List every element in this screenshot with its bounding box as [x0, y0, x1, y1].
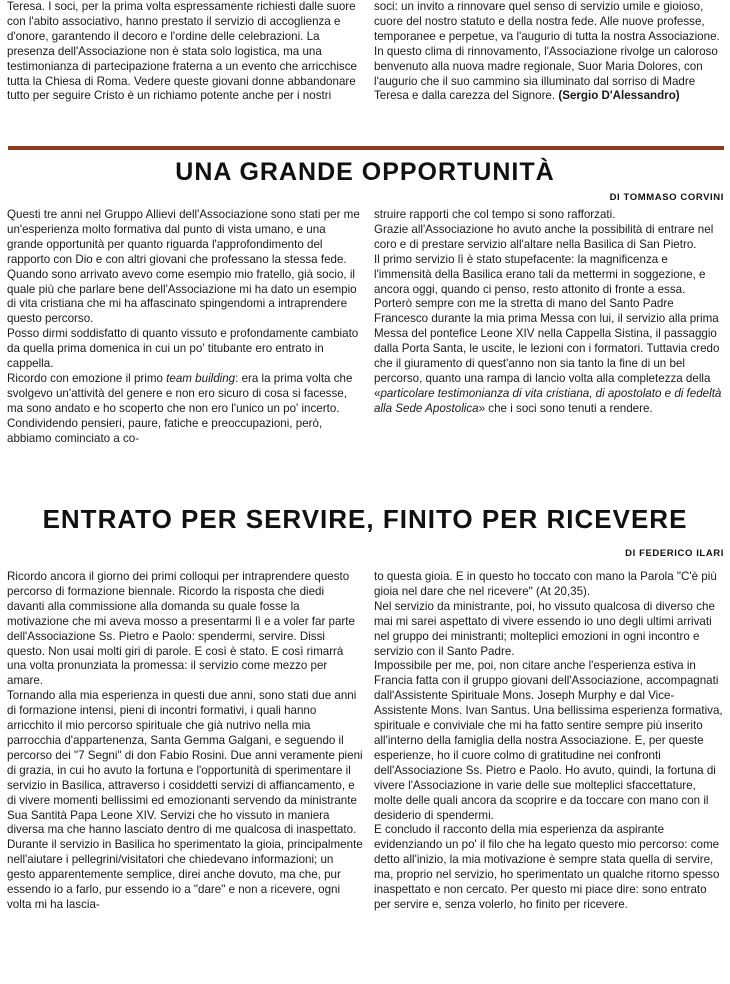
paragraph: E concludo il racconto della mia esperienza da aspirante evidenziando un po' il filo che ha legato questo mio percorso: come detto all'inizio, la mia motivazione è sempre stata quella di servire, ma, proprio nel servizio, ho sperimentato un qualche ritorno spesso inaspettato e non cercato. Per questo mi piace dire: sono entrato per servire e, senza volerlo, ho finito per ricevere.: [374, 823, 720, 911]
paragraph: Nel servizio da ministrante, poi, ho vissuto qualcosa di diverso che mai mi sarei aspettato di vivere essendo io uno degli ultimi arrivati nel gruppo dei ministranti; molteplici emozioni in ogni incontro e servizio con il Santo Padre.: [374, 599, 715, 658]
paragraph: Grazie all'Associazione ho avuto anche la possibilità di entrare nel coro e di prestare servizio all'altare nella Basilica di San Pietro.: [374, 222, 714, 251]
top-right-paragraph: [374, 0, 724, 104]
paragraph: Questi tre anni nel Gruppo Allievi dell'Associazione sono stati per me un'esperienza molto formativa dal punto di vista umano, e una grande opportunità per quanto riguarda l'approfondimento del rapporto con Dio e con altri giovani che professano la stessa fede.: [7, 208, 360, 266]
top-right-column: [374, 0, 724, 104]
article-2-left-column: [7, 570, 363, 913]
paragraph: struire rapporti che col tempo si sono rafforzati.: [374, 208, 616, 221]
article-1-right-column: [374, 208, 724, 417]
italic-run: team building: [166, 371, 236, 385]
top-left-paragraph: Teresa. I soci, per la prima volta espressamente richiesti dalle suore con l'abito associativo, hanno prestato il servizio di accoglienza e d'onore, garantendo il decoro e l'ordine delle celebrazioni. La presenza dell'Associazione non è stata solo logistica, ma una testimonianza di partecipazione fraterna a un evento che arricchisce tutta la Chiesa di Roma. Vedere queste giovani donne abbandonare tutto per seguire Cristo è un richiamo potente anche per i nostri: [7, 0, 357, 103]
article-2-right-column: [374, 570, 724, 913]
paragraph: [374, 297, 724, 416]
article-2-title: ENTRATO PER SERVIRE, FINITO PER RICEVERE: [42, 504, 688, 534]
text-run: Ricordo con emozione il primo: [7, 371, 167, 385]
paragraph: Ricordo ancora il giorno dei primi colloqui per intraprendere questo percorso di formazione biennale. Ricordo la risposta che diedi davanti alla commissione alla domanda su quale fosse la motivazione che mi aveva mosso a presentarmi lì e a voler far parte dell'Associazione Ss. Pietro e Paolo: spendermi, servire. Dissi questo. Non usai molti giri di parole. E così è stato. E così rimarrà una volta pronunziata la promessa: il servizio come mezzo per amare.: [7, 570, 355, 688]
section-divider: [8, 146, 724, 150]
top-right-text: soci: un invito a rinnovare quel senso di servizio umile e gioioso, cuore del nostro statuto e della nostra fede. Alle nuove professe, temporanee e perpetue, va l'augurio di tutta la nostra Associazione. In questo clima di rinnovamento, l'Associazione rivolge un caloroso benvenuto alla nuova madre regionale, Suor Maria Dolores, con l'augurio che il suo cammino sia illuminato dal sorriso di Madre Teresa e dalla carezza del Signore.: [374, 0, 720, 103]
paragraph: to questa gioia. E in questo ho toccato con mano la Parola "C'è più gioia nel dare che nel ricevere" (At 20,35).: [374, 570, 717, 598]
article-1-byline: DI TOMMASO CORVINI: [609, 192, 724, 203]
signature: (Sergio D'Alessandro): [558, 89, 680, 103]
paragraph: Il primo servizio lì è stato stupefacente: la magnificenza e l'immensità della Basilica erano tali da mettermi in soggezione, e ancora oggi, quando ci penso, resto attonito di fronte a essa.: [374, 252, 706, 296]
article-1-title: UNA GRANDE OPPORTUNITÀ: [175, 158, 555, 186]
paragraph: Posso dirmi soddisfatto di quanto vissuto e profondamente cambiato da quella prima domenica in cui un po' titubante ero entrato in cappella.: [7, 327, 359, 371]
paragraph: Quando sono arrivato avevo come esempio mio fratello, già socio, il quale più che parlare bene dell'Associazione mi ha dato un esempio di vita cristiana che mi ha affascinato spingendomi a intraprendere questo percorso.: [7, 267, 357, 326]
article-1-left-column: [7, 208, 363, 447]
paragraph: Tornando alla mia esperienza in questi due anni, sono stati due anni di formazione intensi, pieni di incontri formativi, i quali hanno arricchito il mio percorso spirituale che già nutrivo nella mia parrocchia d'appartenenza, Santa Gemma Galgani, e seguendo il percorso dei "7 Segni" di don Fabio Rosini. Due anni veramente pieni di grazia, in cui ho avuto la fortuna e l'opportunità di sperimentare il servizio in Basilica, attraverso i cosiddetti servizi di affiancamento, e di vivere momenti bellissimi ed emozionanti servendo da ministrante Sua Santità Papa Leone XIV. Servizi che ho vissuto in maniera diversa ma che hanno lasciato dentro di me qualcosa di inaspettato.: [7, 689, 363, 837]
paragraph: [7, 372, 363, 447]
text-run: » che i soci sono tenuti a rendere.: [478, 401, 653, 415]
paragraph: Impossibile per me, poi, non citare anche l'esperienza estiva in Francia fatta con il gruppo giovani dell'Associazione, accompagnati dall'Assistente Spirituale Mons. Joseph Murphy e dal Vice-Assistente Mons. Ivan Santus. Una bellissima esperienza formativa, spirituale e conviviale che mi ha fatto sentire sempre più inserito all'interno della famiglia della nostra Associazione. E, per queste esperienze, ho il cuore colmo di gratitudine nei confronti dell'Associazione Ss. Pietro e Paolo. Ho avuto, quindi, la fortuna di vivere l'Associazione in varie delle sue molteplici sfaccettature, molte delle quali ancora da scoprire e da toccare con mano con il desiderio di spendermi.: [374, 659, 723, 822]
top-left-column: [7, 0, 363, 104]
text-run: : era la prima volta che svolgevo un'attività del genere e non ero sicuro di cosa si facesse, ma sono andato e ho scoperto che non ero l'unico un po' incerto. Condividendo pensieri, paure, fatiche e preoccupazioni, però, abbiamo cominciato a co-: [7, 371, 353, 445]
text-run: Porterò sempre con me la stretta di mano del Santo Padre Francesco durante la mia prima Messa con lui, il servizio alla prima Messa del pontefice Leone XIV nella Cappella Sistina, il passaggio dalla Porta Santa, le uscite, le lezioni con i formatori. Tuttavia credo che il giuramento di quest'anno non sia tanto la fine di un bel percorso, quanto una rampa di lancio volta alla completezza della «: [374, 297, 720, 400]
paragraph: Durante il servizio in Basilica ho sperimentato la gioia, principalmente nell'aiutare i pellegrini/visitatori che chiedevano informazioni; un gesto apparentemente semplice, direi anche dovuto, ma che, pur essendo io a farlo, pur essendo io a "dare" e non a ricevere, ogni volta mi ha lascia-: [7, 838, 363, 911]
article-2-byline: DI FEDERICO ILARI: [625, 548, 724, 559]
italic-run: particolare testimonianza di vita cristiana, di apostolato e di fedeltà alla Sede Apostolica: [374, 386, 722, 415]
